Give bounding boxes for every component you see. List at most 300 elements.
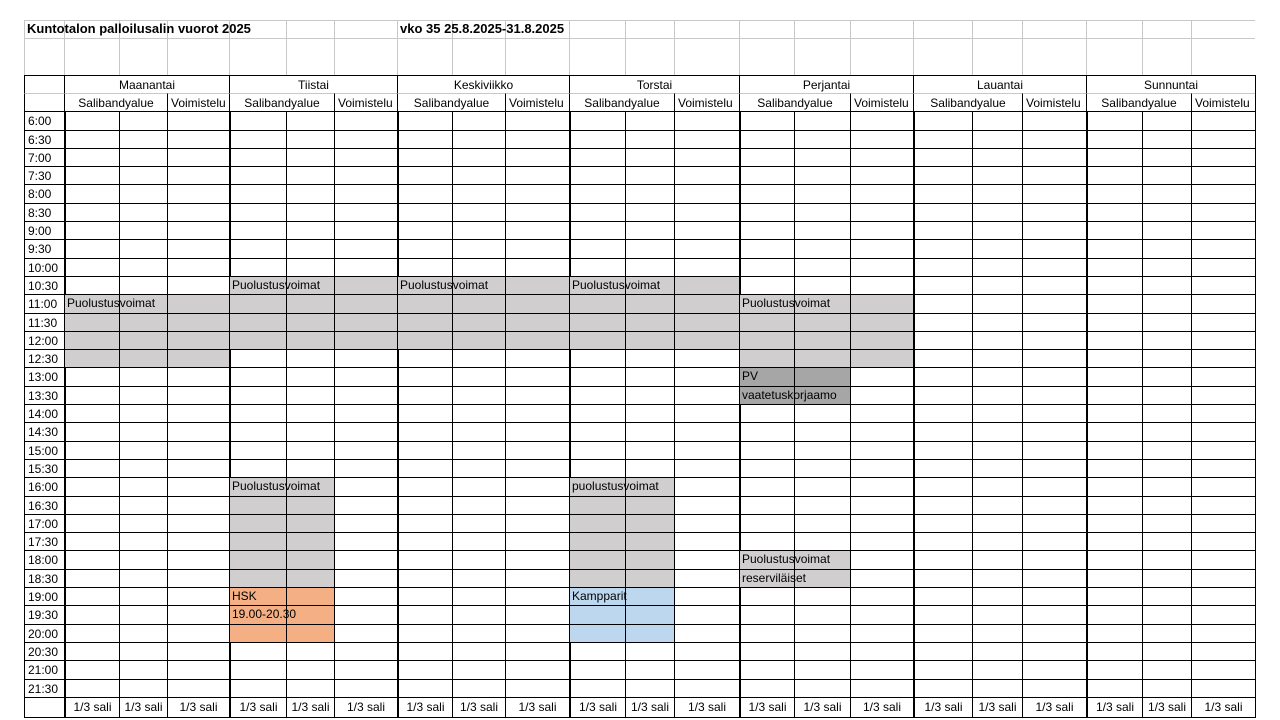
grid-cell	[625, 111, 674, 130]
grid-cell	[505, 569, 569, 587]
booking-grid-line	[570, 605, 674, 606]
grid-cell	[452, 624, 505, 642]
grid-cell	[739, 221, 794, 239]
grid-cell	[119, 148, 167, 166]
grid-cell	[625, 386, 674, 404]
booking-grid-line	[65, 313, 229, 314]
grid-cell	[1191, 660, 1255, 679]
grid-cell	[1191, 349, 1255, 367]
booking-label: Kampparit	[572, 589, 627, 603]
booking-tue-hsk[interactable]	[230, 588, 334, 642]
grid-cell	[794, 258, 850, 276]
booking-label: puolustusvoimat	[572, 479, 659, 493]
grid-cell	[1022, 514, 1086, 532]
booking-grid-line	[570, 313, 739, 314]
grid-cell	[1086, 148, 1142, 166]
grid-cell	[1191, 569, 1255, 587]
sheet-title: Kuntotalon palloilusalin vuorot 2025	[27, 21, 251, 36]
booking-grid-line	[570, 294, 739, 295]
grid-cell	[505, 166, 569, 184]
booking-thu-kampparit[interactable]	[570, 588, 674, 642]
grid-cell	[850, 367, 913, 386]
grid-cell	[505, 38, 569, 75]
grid-cell	[1086, 642, 1142, 660]
day-header-sunnuntai: Sunnuntai	[1086, 75, 1255, 93]
grid-cell	[334, 459, 397, 477]
grid-cell	[119, 422, 167, 441]
grid-cell	[850, 148, 913, 166]
grid-cell	[1191, 258, 1255, 276]
grid-cell	[794, 477, 850, 496]
grid-cell	[913, 130, 972, 148]
booking-label: Puolustusvoimat	[67, 296, 156, 310]
grid-cell	[674, 404, 739, 422]
grid-cell	[1086, 239, 1142, 258]
grid-cell	[674, 203, 739, 221]
grid-cell	[913, 660, 972, 679]
grid-cell	[229, 166, 286, 184]
grid-cell	[972, 38, 1022, 75]
grid-cell	[794, 642, 850, 660]
grid-cell	[505, 587, 569, 605]
grid-cell	[625, 642, 674, 660]
footer-sali-label: 1/3 sali	[1086, 697, 1142, 718]
grid-cell	[569, 111, 625, 130]
grid-cell	[64, 587, 119, 605]
grid-cell	[972, 386, 1022, 404]
grid-cell	[119, 532, 167, 550]
grid-cell	[913, 367, 972, 386]
grid-cell	[739, 404, 794, 422]
grid-cell	[739, 239, 794, 258]
grid-cell	[1086, 38, 1142, 75]
grid-cell	[167, 130, 229, 148]
time-label: 18:00	[24, 550, 64, 569]
grid-cell	[1022, 331, 1086, 349]
grid-cell	[972, 441, 1022, 459]
grid-cell	[850, 642, 913, 660]
grid-cell	[64, 258, 119, 276]
sub-header-salibandy: Salibandyalue	[229, 93, 334, 111]
grid-cell	[1142, 148, 1191, 166]
grid-cell	[850, 550, 913, 569]
grid-cell	[674, 587, 739, 605]
grid-cell	[972, 239, 1022, 258]
grid-cell	[674, 38, 739, 75]
grid-cell	[229, 148, 286, 166]
booking-grid-line	[740, 569, 850, 570]
grid-cell	[1022, 587, 1086, 605]
grid-cell	[569, 184, 625, 203]
grid-cell	[286, 660, 334, 679]
grid-cell	[1191, 587, 1255, 605]
grid-cell	[1142, 111, 1191, 130]
corner-cell	[24, 93, 64, 111]
grid-cell	[167, 660, 229, 679]
grid-cell	[794, 660, 850, 679]
grid-cell	[569, 203, 625, 221]
grid-cell	[850, 38, 913, 75]
grid-cell	[1142, 587, 1191, 605]
grid-cell	[286, 38, 334, 75]
grid-cell	[397, 477, 452, 496]
grid-cell	[739, 276, 794, 294]
grid-cell	[913, 276, 972, 294]
grid-cell	[1142, 624, 1191, 642]
grid-cell	[334, 166, 397, 184]
grid-cell	[452, 605, 505, 624]
grid-cell	[674, 367, 739, 386]
booking-grid-line	[740, 331, 913, 332]
grid-cell	[850, 386, 913, 404]
grid-cell	[397, 624, 452, 642]
footer-sali-label: 1/3 sali	[167, 697, 229, 718]
grid-cell	[972, 477, 1022, 496]
booking-grid-line	[230, 331, 397, 332]
booking-grid-line	[570, 624, 674, 625]
grid-cell	[397, 148, 452, 166]
grid-cell	[452, 386, 505, 404]
grid-cell	[452, 148, 505, 166]
grid-cell	[972, 404, 1022, 422]
grid-cell	[674, 386, 739, 404]
grid-cell	[674, 422, 739, 441]
grid-cell	[229, 239, 286, 258]
grid-cell	[850, 422, 913, 441]
grid-cell	[674, 258, 739, 276]
grid-cell	[397, 514, 452, 532]
grid-cell	[286, 203, 334, 221]
grid-cell	[452, 514, 505, 532]
grid-cell	[674, 441, 739, 459]
grid-cell	[739, 166, 794, 184]
grid-cell	[505, 239, 569, 258]
time-label: 6:00	[24, 111, 64, 130]
time-label: 17:00	[24, 514, 64, 532]
grid-cell	[119, 38, 167, 75]
grid-cell	[1191, 184, 1255, 203]
grid-cell	[452, 221, 505, 239]
grid-cell	[167, 221, 229, 239]
grid-cell	[913, 532, 972, 550]
grid-cell	[1142, 331, 1191, 349]
grid-cell	[505, 258, 569, 276]
grid-cell	[397, 38, 452, 75]
grid-cell	[794, 605, 850, 624]
sub-header-salibandy: Salibandyalue	[1086, 93, 1191, 111]
grid-cell	[1086, 532, 1142, 550]
grid-cell	[739, 422, 794, 441]
grid-cell	[167, 514, 229, 532]
booking-grid-line	[570, 514, 674, 515]
grid-cell	[1086, 313, 1142, 331]
grid-cell	[1086, 203, 1142, 221]
grid-cell	[334, 587, 397, 605]
grid-cell	[452, 166, 505, 184]
grid-cell	[286, 679, 334, 697]
grid-cell	[64, 441, 119, 459]
grid-cell	[505, 642, 569, 660]
grid-cell	[1191, 166, 1255, 184]
booking-label: HSK	[232, 589, 257, 603]
grid-cell	[1022, 20, 1086, 38]
grid-cell	[913, 313, 972, 331]
grid-cell	[913, 404, 972, 422]
grid-cell	[1142, 459, 1191, 477]
grid-cell	[64, 221, 119, 239]
grid-cell	[1191, 111, 1255, 130]
grid-cell	[972, 587, 1022, 605]
grid-cell	[505, 386, 569, 404]
grid-cell	[334, 239, 397, 258]
time-label: 9:30	[24, 239, 64, 258]
grid-cell	[1022, 642, 1086, 660]
grid-cell	[334, 386, 397, 404]
grid-cell	[794, 130, 850, 148]
booking-label: Puolustusvoimat	[400, 278, 489, 292]
grid-cell	[1022, 569, 1086, 587]
sub-header-salibandy: Salibandyalue	[913, 93, 1022, 111]
grid-cell	[397, 459, 452, 477]
grid-cell	[397, 422, 452, 441]
grid-cell	[1142, 532, 1191, 550]
grid-cell	[674, 496, 739, 514]
grid-cell	[167, 679, 229, 697]
grid-cell	[850, 203, 913, 221]
grid-cell	[229, 660, 286, 679]
grid-cell	[850, 239, 913, 258]
grid-cell	[119, 239, 167, 258]
grid-cell	[913, 221, 972, 239]
time-label: 6:30	[24, 130, 64, 148]
grid-cell	[452, 349, 505, 367]
grid-cell	[397, 532, 452, 550]
grid-cell	[64, 660, 119, 679]
time-label: 12:00	[24, 331, 64, 349]
grid-cell	[1191, 642, 1255, 660]
grid-cell	[1086, 386, 1142, 404]
grid-cell	[167, 477, 229, 496]
booking-grid-line	[230, 294, 397, 295]
grid-cell	[167, 642, 229, 660]
grid-cell	[794, 624, 850, 642]
grid-cell	[850, 514, 913, 532]
grid-cell	[625, 258, 674, 276]
grid-cell	[64, 386, 119, 404]
grid-cell	[1022, 404, 1086, 422]
grid-cell	[850, 569, 913, 587]
grid-cell	[1191, 441, 1255, 459]
grid-cell	[1191, 148, 1255, 166]
grid-cell	[1086, 441, 1142, 459]
grid-cell	[674, 642, 739, 660]
grid-cell	[334, 441, 397, 459]
grid-cell	[64, 605, 119, 624]
grid-cell	[397, 404, 452, 422]
time-label: 10:30	[24, 276, 64, 294]
booking-grid-line	[230, 550, 334, 551]
grid-cell	[913, 550, 972, 569]
grid-cell	[1086, 221, 1142, 239]
grid-cell	[1022, 441, 1086, 459]
grid-cell	[64, 404, 119, 422]
grid-cell	[972, 184, 1022, 203]
grid-cell	[674, 184, 739, 203]
grid-cell	[1142, 514, 1191, 532]
grid-cell	[1086, 294, 1142, 313]
grid-cell	[794, 496, 850, 514]
grid-cell	[850, 477, 913, 496]
grid-cell	[569, 166, 625, 184]
booking-label: Puolustusvoimat	[742, 552, 831, 566]
grid-cell	[119, 441, 167, 459]
grid-cell	[850, 605, 913, 624]
grid-cell	[674, 679, 739, 697]
grid-cell	[625, 679, 674, 697]
grid-cell	[64, 130, 119, 148]
grid-cell	[64, 166, 119, 184]
grid-cell	[286, 239, 334, 258]
grid-cell	[913, 569, 972, 587]
grid-cell	[972, 221, 1022, 239]
grid-cell	[1142, 258, 1191, 276]
booking-grid-line	[740, 313, 913, 314]
grid-cell	[1142, 349, 1191, 367]
grid-cell	[334, 679, 397, 697]
grid-cell	[505, 514, 569, 532]
grid-cell	[794, 404, 850, 422]
grid-cell	[167, 532, 229, 550]
grid-cell	[119, 184, 167, 203]
grid-cell	[1022, 605, 1086, 624]
footer-sali-label: 1/3 sali	[850, 697, 913, 718]
grid-cell	[625, 422, 674, 441]
time-label: 8:30	[24, 203, 64, 221]
day-header-torstai: Torstai	[569, 75, 739, 93]
grid-cell	[1086, 496, 1142, 514]
footer-sali-label: 1/3 sali	[334, 697, 397, 718]
grid-cell	[1191, 605, 1255, 624]
grid-cell	[913, 624, 972, 642]
grid-cell	[625, 203, 674, 221]
grid-cell	[119, 221, 167, 239]
grid-cell	[167, 148, 229, 166]
grid-cell	[1191, 221, 1255, 239]
grid-cell	[794, 221, 850, 239]
grid-cell	[1086, 477, 1142, 496]
grid-cell	[1142, 477, 1191, 496]
grid-cell	[505, 349, 569, 367]
grid-cell	[397, 349, 452, 367]
grid-cell	[1086, 679, 1142, 697]
grid-cell	[286, 386, 334, 404]
grid-cell	[397, 569, 452, 587]
grid-cell	[167, 166, 229, 184]
grid-cell	[397, 239, 452, 258]
grid-cell	[24, 38, 64, 75]
grid-cell	[794, 276, 850, 294]
sub-header-salibandy: Salibandyalue	[64, 93, 167, 111]
grid-cell	[452, 569, 505, 587]
grid-cell	[1086, 276, 1142, 294]
grid-cell	[1191, 331, 1255, 349]
grid-cell	[913, 642, 972, 660]
time-label: 14:30	[24, 422, 64, 441]
time-label: 13:30	[24, 386, 64, 404]
grid-cell	[739, 441, 794, 459]
grid-cell	[913, 422, 972, 441]
grid-cell	[334, 605, 397, 624]
grid-cell	[972, 459, 1022, 477]
footer-sali-label: 1/3 sali	[625, 697, 674, 718]
grid-cell	[334, 569, 397, 587]
grid-cell	[1086, 258, 1142, 276]
booking-grid-line	[230, 569, 334, 570]
booking-grid-line	[570, 550, 674, 551]
grid-cell	[674, 349, 739, 367]
grid-cell	[972, 111, 1022, 130]
grid-cell	[569, 38, 625, 75]
grid-cell	[119, 679, 167, 697]
time-label: 11:30	[24, 313, 64, 331]
grid-cell	[452, 404, 505, 422]
time-label: 19:30	[24, 605, 64, 624]
grid-cell	[972, 532, 1022, 550]
grid-cell	[397, 587, 452, 605]
grid-cell	[850, 221, 913, 239]
grid-cell	[1142, 294, 1191, 313]
grid-cell	[229, 422, 286, 441]
grid-cell	[739, 20, 794, 38]
grid-cell	[972, 569, 1022, 587]
grid-cell	[64, 239, 119, 258]
grid-cell	[794, 587, 850, 605]
grid-cell	[794, 184, 850, 203]
booking-grid-line	[286, 588, 287, 642]
grid-cell	[1022, 477, 1086, 496]
time-label: 16:00	[24, 477, 64, 496]
footer-sali-label: 1/3 sali	[739, 697, 794, 718]
grid-cell	[167, 111, 229, 130]
grid-cell	[913, 20, 972, 38]
grid-cell	[1142, 38, 1191, 75]
grid-cell	[64, 569, 119, 587]
grid-cell	[1086, 422, 1142, 441]
grid-cell	[794, 20, 850, 38]
grid-cell	[64, 477, 119, 496]
grid-cell	[1191, 294, 1255, 313]
grid-cell	[229, 184, 286, 203]
grid-cell	[1022, 624, 1086, 642]
grid-cell	[1191, 422, 1255, 441]
grid-cell	[569, 441, 625, 459]
grid-cell	[64, 38, 119, 75]
grid-cell	[1142, 386, 1191, 404]
grid-cell	[625, 459, 674, 477]
grid-cell	[505, 477, 569, 496]
grid-cell	[167, 184, 229, 203]
grid-cell	[739, 148, 794, 166]
grid-cell	[1086, 459, 1142, 477]
grid-cell	[625, 660, 674, 679]
grid-cell	[286, 221, 334, 239]
grid-cell	[850, 532, 913, 550]
grid-cell	[64, 203, 119, 221]
grid-cell	[569, 660, 625, 679]
grid-cell	[64, 642, 119, 660]
grid-cell	[505, 660, 569, 679]
grid-cell	[794, 166, 850, 184]
